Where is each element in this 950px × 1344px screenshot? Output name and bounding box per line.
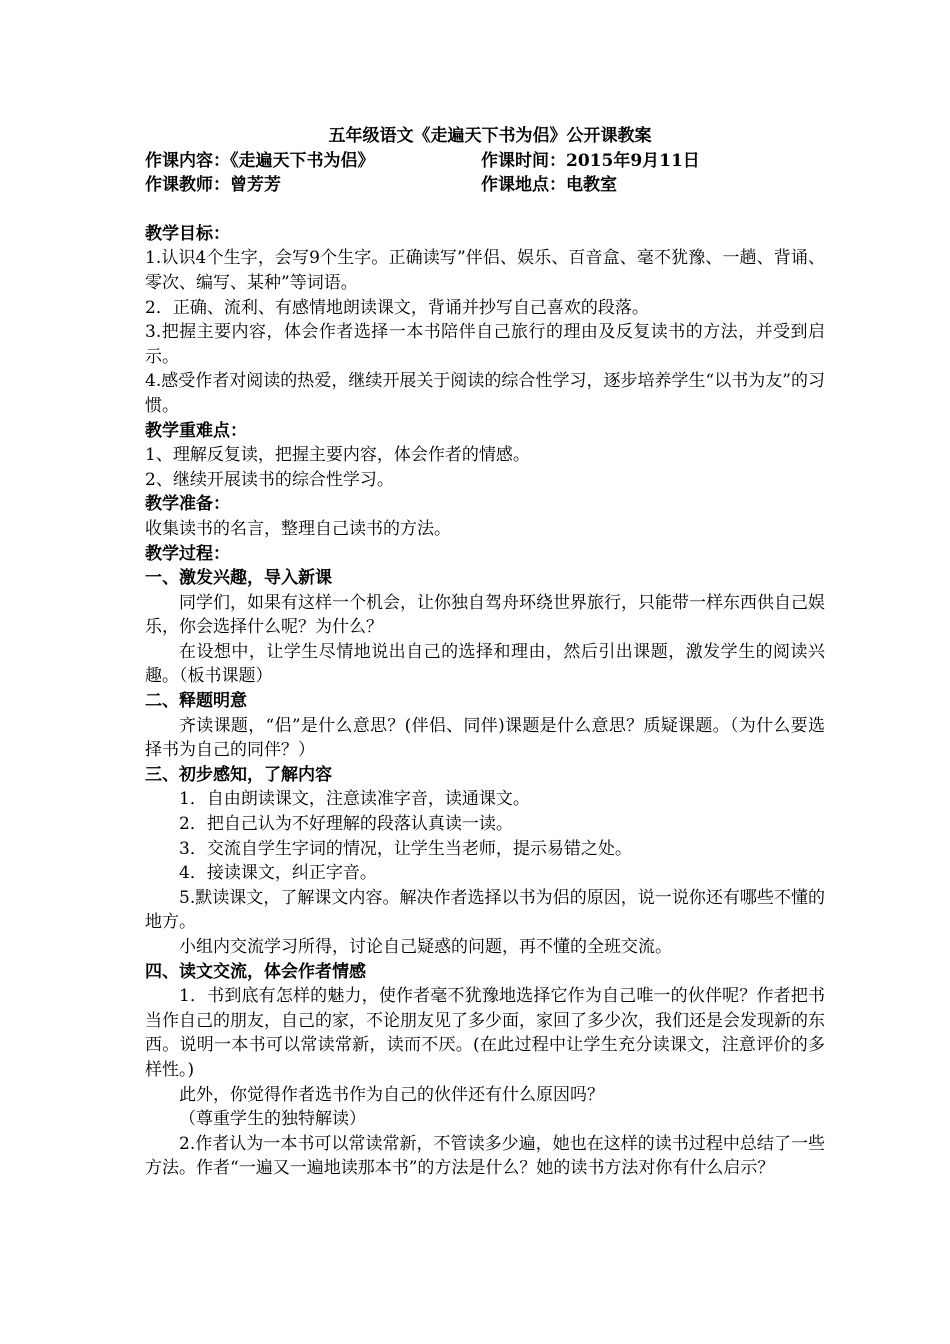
section-3-paragraph: 1．自由朗读课文，注意读准字音，读通课文。 <box>179 789 530 810</box>
meta-row-2 <box>145 173 825 198</box>
goal-item: 3.把握主要内容，体会作者选择一本书陪伴自己旅行的理由及反复读书的方法，并受到启示。 <box>145 322 825 367</box>
goals-heading: 教学目标： <box>145 223 230 244</box>
goal-item: 4.感受作者对阅读的热爱，继续开展关于阅读的综合性学习，逐步培养学生“以书为友”的习惯。 <box>145 371 825 416</box>
preparation-text: 收集读书的名言，整理自己读书的方法。 <box>145 518 451 539</box>
difficulty-item: 2、继续开展读书的综合性学习。 <box>145 469 394 490</box>
lesson-time-field: 作课时间：2015年9月11日 <box>481 150 700 171</box>
section-4-paragraph: 2.作者认为一本书可以常读常新，不管读多少遍，她也在这样的读书过程中总结了一些方法。作者“一遍又一遍地读那本书”的方法是什么？她的读书方法对你有什么启示？ <box>145 1133 825 1179</box>
lesson-content-field: 作课内容：《走遍天下书为侣》 <box>145 150 375 171</box>
preparation-heading: 教学准备： <box>145 494 230 515</box>
goal-item: 1.认识4个生字，会写9个生字。正确读写”伴侣、娱乐、百音盒、毫不犹豫、一趟、背诵、零次、编写、某种”等词语。 <box>145 248 825 293</box>
section-3-heading: 三、初步感知，了解内容 <box>145 764 332 785</box>
difficulty-heading: 教学重难点： <box>145 420 247 441</box>
section-4-paragraph: 1．书到底有怎样的魅力，使作者毫不犹豫地选择它作为自己唯一的伙伴呢？作者把书当作自己的朋友，自己的家，不论朋友见了多少面，家回了多少次，我们还是会发现新的东西。说明一本书可以常读常新，读而不厌。(在此过程中让学生充分读课文，注意评价的多样性。) <box>145 986 825 1080</box>
section-3-paragraph: 小组内交流学习所得，讨论自己疑惑的问题，再不懂的全班交流。 <box>179 937 672 957</box>
section-1-paragraph: 在设想中，让学生尽情地说出自己的选择和理由，然后引出课题，激发学生的阅读兴趣。（板书课题） <box>145 641 825 687</box>
section-4-paragraph: （尊重学生的独特解读） <box>179 1109 366 1130</box>
goal-item: 2．正确、流利、有感情地朗读课文，背诵并抄写自己喜欢的段落。 <box>145 297 649 318</box>
section-2-heading: 二、释题明意 <box>145 691 247 712</box>
section-1-paragraph: 同学们，如果有这样一个机会，让你独自驾舟环绕世界旅行，只能带一样东西供自己娱乐，你会选择什么呢？为什么？ <box>145 592 825 638</box>
lesson-plan-page <box>145 124 825 1181</box>
section-3-paragraph: 5.默读课文，了解课文内容。解决作者选择以书为侣的原因，说一说你还有哪些不懂的地方。 <box>145 887 825 933</box>
location-field: 作课地点：电教室 <box>481 175 617 196</box>
section-3-paragraph: 2．把自己认为不好理解的段落认真读一读。 <box>179 814 513 835</box>
process-heading: 教学过程： <box>145 543 230 564</box>
spacer <box>145 198 825 222</box>
section-4-heading: 四、读文交流，体会作者情感 <box>145 961 366 982</box>
section-2-paragraph: 齐读课题，“侣”是什么意思？(伴侣、同伴)课题是什么意思？质疑课题。（为什么要选择书为自己的同伴？） <box>145 715 825 761</box>
section-3-paragraph: 3．交流自学生字词的情况，让学生当老师，提示易错之处。 <box>179 838 632 859</box>
difficulty-item: 1、理解反复读，把握主要内容，体会作者的情感。 <box>145 445 530 466</box>
document-title: 五年级语文《走遍天下书为侣》公开课教案 <box>328 126 652 146</box>
section-1-heading: 一、激发兴趣，导入新课 <box>145 568 332 589</box>
section-3-paragraph: 4．接读课文，纠正字音。 <box>179 863 377 884</box>
meta-row-1 <box>145 149 825 174</box>
teacher-field: 作课教师：曾芳芳 <box>145 175 281 196</box>
section-4-paragraph: 此外，你觉得作者选书作为自己的伙伴还有什么原因吗？ <box>179 1084 604 1105</box>
